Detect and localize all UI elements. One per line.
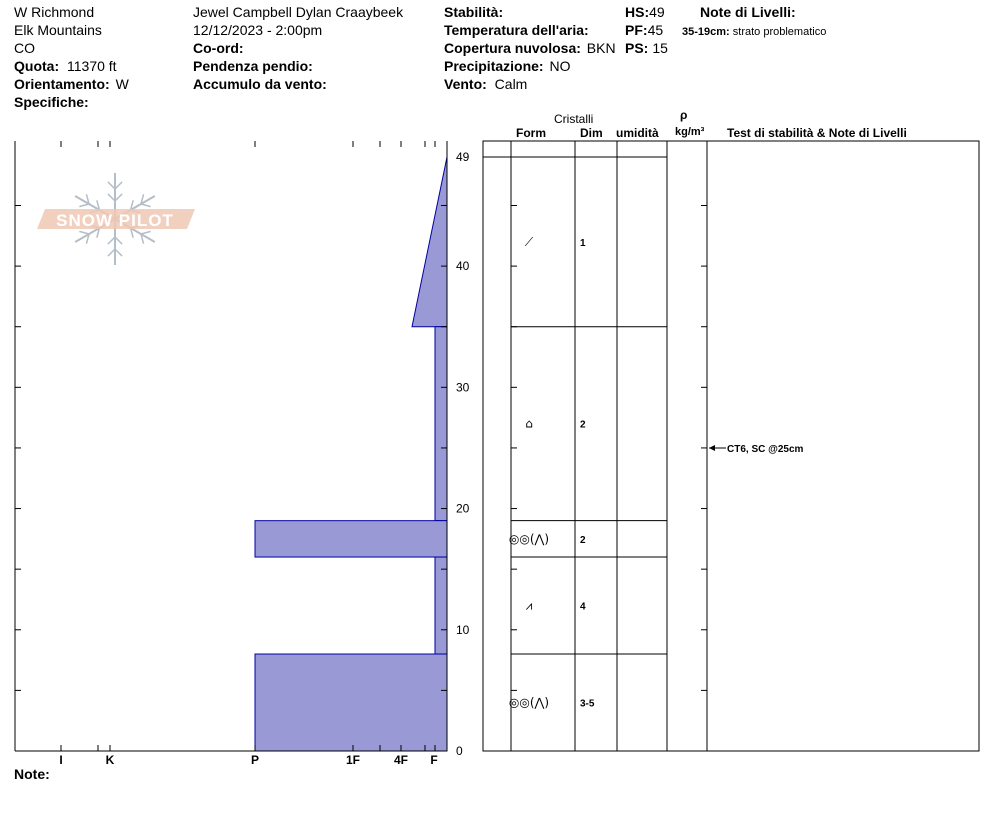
slope-label: Pendenza pendio: — [193, 58, 313, 74]
aspect-label: Orientamento: — [14, 76, 110, 92]
aspect-value: W — [115, 76, 129, 92]
logo-flake-branch — [108, 249, 115, 256]
layer-note-text: strato problematico — [732, 26, 827, 38]
stability-test-0: CT6, SC @25cm — [727, 443, 804, 455]
layer-size-3: 4 — [580, 601, 586, 613]
elevation-label: Quota: — [14, 58, 60, 74]
date-time: 12/12/2023 - 2:00pm — [193, 22, 323, 38]
elevation-value: 11370 ft — [67, 58, 117, 74]
logo-flake-branch — [108, 182, 115, 189]
logo-flake-branch — [115, 194, 122, 201]
y-tick-label-0: 0 — [456, 744, 463, 758]
y-tick-label-1: 10 — [456, 622, 470, 637]
x-tick-label-0: I — [59, 753, 63, 767]
y-tick-label-2: 20 — [456, 501, 470, 516]
location: W Richmond — [14, 4, 95, 20]
test-arrow-head-0 — [709, 445, 715, 451]
logo-flake-branch — [141, 231, 151, 234]
precip-value: NO — [549, 58, 571, 74]
logo-flake-branch — [108, 237, 115, 244]
form-header: Form — [516, 126, 546, 140]
layer-note-range: 35-19cm: — [682, 26, 730, 38]
layer-size-4: 3-5 — [580, 698, 595, 710]
wind-value: Calm — [494, 76, 528, 92]
air-temp-label: Temperatura dell'aria: — [444, 22, 589, 38]
layer-form-1: ⌂ — [525, 416, 533, 431]
y-tick-label-3: 30 — [456, 380, 470, 395]
density-unit-header: kg/m³ — [675, 126, 705, 138]
hardness-bar-3 — [435, 557, 447, 654]
hs-label: HS: — [625, 4, 650, 20]
layer-size-1: 2 — [580, 419, 586, 431]
ps-label: PS: — [625, 40, 649, 56]
y-tick-label-4: 40 — [456, 259, 470, 274]
hardness-bar-4 — [255, 654, 447, 751]
stability-label: Stabilità: — [444, 4, 504, 20]
hardness-bar-0 — [412, 157, 447, 327]
sky-label: Copertura nuvolosa: — [444, 40, 581, 56]
logo-flake-branch — [115, 182, 122, 189]
specifics-label: Specifiche: — [14, 94, 89, 110]
precip-label: Precipitazione: — [444, 58, 544, 74]
layer-notes-label: Note di Livelli: — [700, 4, 796, 20]
mountain-range: Elk Mountains — [14, 22, 102, 38]
crystals-header: Cristalli — [554, 112, 594, 126]
logo-flake-branch — [79, 204, 89, 207]
pf-value: 45 — [647, 22, 664, 38]
wind-label: Vento: — [444, 76, 487, 92]
logo-flake-branch — [115, 237, 122, 244]
x-tick-label-3: 1F — [345, 753, 361, 767]
notes-label: Note: — [14, 766, 50, 782]
sky-value: BKN — [586, 40, 616, 56]
tests-header: Test di stabilità & Note di Livelli — [727, 126, 907, 140]
layer-form-3: ⩘ — [525, 598, 533, 613]
wind-loading-label: Accumulo da vento: — [193, 76, 327, 92]
logo-flake-branch — [79, 231, 89, 234]
x-tick-label-5: F — [430, 753, 438, 767]
layer-form-4: ◎◎(⋀) — [508, 695, 550, 710]
logo-flake-branch — [115, 249, 122, 256]
layer-form-0: ⟋ — [524, 234, 534, 249]
x-tick-label-2: P — [250, 753, 260, 767]
layer-size-2: 2 — [580, 534, 586, 546]
state: CO — [14, 40, 35, 56]
moisture-header: umidità — [616, 126, 659, 140]
x-tick-label-4: 4F — [393, 753, 409, 767]
rho-header: ρ — [680, 108, 688, 122]
pf-label: PF: — [625, 22, 648, 38]
layer-size-0: 1 — [580, 237, 586, 249]
coord-label: Co-ord: — [193, 40, 244, 56]
observers: Jewel Campbell Dylan Craaybeek — [193, 4, 404, 20]
ps-value: 15 — [652, 40, 668, 56]
x-tick-label-1: K — [105, 753, 115, 767]
logo-text: SNOW PILOT — [56, 211, 174, 230]
layer-form-2: ◎◎(⋀) — [508, 531, 550, 546]
hs-value: 49 — [649, 4, 665, 20]
y-tick-label-5: 49 — [456, 150, 470, 164]
logo-flake-branch — [108, 194, 115, 201]
hardness-bar-2 — [255, 521, 447, 557]
size-header: Dim — [580, 126, 603, 140]
logo-flake-branch — [141, 204, 151, 207]
hardness-bar-1 — [435, 327, 447, 521]
